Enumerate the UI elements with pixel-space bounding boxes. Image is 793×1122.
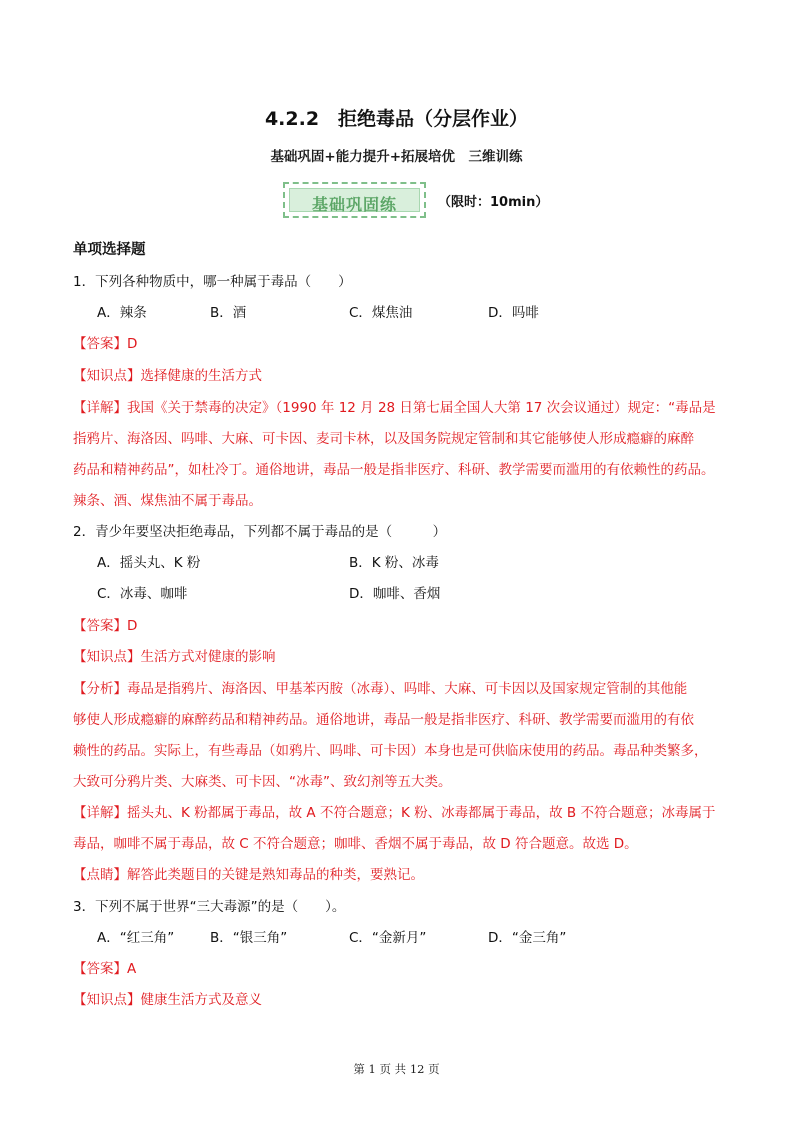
q2-knowledge: 【知识点】生活方式对健康的影响 <box>73 649 276 665</box>
page-subtitle: 基础巩固+能力提升+拓展培优 三维训练 <box>270 149 523 165</box>
page-title: 4.2.2 拒绝毒品（分层作业） <box>264 108 529 130</box>
q1-answer: 【答案】D <box>73 336 138 352</box>
q2-option-b: B．K 粉、冰毒 <box>349 555 439 571</box>
q2-analysis-line: 赖性的药品。实际上，有些毒品（如鸦片、吗啡、可卡因）本身也是可供临床使用的药品。毒品种类繁多， <box>73 743 708 759</box>
q2-analysis-line: 够使人形成瘾癖的麻醉药品和精神药品。通俗地讲，毒品一般是指非医疗、科研、教学需要而滥用的有依 <box>73 712 694 728</box>
section-badge-label: 基础巩固练 <box>311 195 397 214</box>
q1-detail-line: 药品和精神药品”，如杜冷丁。通俗地讲，毒品一般是指非医疗、科研、教学需要而滥用的有依赖性的药品。 <box>73 462 715 478</box>
q2-answer: 【答案】D <box>73 618 138 634</box>
q1-option-c: C．煤焦油 <box>349 305 413 321</box>
q3-knowledge: 【知识点】健康生活方式及意义 <box>73 992 262 1008</box>
q3-option-b: B．“银三角” <box>210 930 288 946</box>
section-title: 单项选择题 <box>73 242 146 258</box>
q2-option-d: D．咖啡、香烟 <box>349 586 441 602</box>
page-footer: 第 1 页 共 12 页 <box>353 1062 440 1076</box>
question-3-stem: 3．下列不属于世界“三大毒源”的是（ ）。 <box>73 899 346 915</box>
q1-detail-line: 辣条、酒、煤焦油不属于毒品。 <box>73 493 262 509</box>
q1-option-b: B．酒 <box>210 305 247 321</box>
q3-answer: 【答案】A <box>73 961 137 977</box>
q1-option-a: A．辣条 <box>97 305 147 321</box>
q2-comment: 【点睛】解答此类题目的关键是熟知毒品的种类，要熟记。 <box>73 867 424 883</box>
question-1-stem: 1．下列各种物质中，哪一种属于毒品（ ） <box>73 274 352 290</box>
q3-option-c: C．“金新月” <box>349 930 427 946</box>
q2-option-a: A．摇头丸、K 粉 <box>97 555 201 571</box>
q1-knowledge: 【知识点】选择健康的生活方式 <box>73 368 262 384</box>
q1-detail-line: 指鸦片、海洛因、吗啡、大麻、可卡因、麦司卡林，以及国务院规定管制和其它能够使人形成瘾癖的麻醉 <box>73 431 694 447</box>
section-badge <box>283 182 426 218</box>
time-limit: （限时：10min） <box>438 195 549 210</box>
q3-option-d: D．“金三角” <box>488 930 567 946</box>
q2-analysis-line: 【分析】毒品是指鸦片、海洛因、甲基苯丙胺（冰毒）、吗啡、大麻、可卡因以及国家规定管制的其他能 <box>73 681 688 697</box>
q1-option-d: D．吗啡 <box>488 305 539 321</box>
q2-analysis-line: 大致可分鸦片类、大麻类、可卡因、“冰毒”、致幻剂等五大类。 <box>73 774 452 790</box>
q2-detail-line: 【详解】摇头丸、K 粉都属于毒品，故 A 不符合题意；K 粉、冰毒都属于毒品，故 B 不符合题意；冰毒属于 <box>73 805 716 821</box>
q2-option-c: C．冰毒、咖啡 <box>97 586 188 602</box>
q2-detail-line: 毒品，咖啡不属于毒品，故 C 不符合题意；咖啡、香烟不属于毒品，故 D 符合题意。故选 D。 <box>73 836 638 852</box>
question-2-stem: 2．青少年要坚决拒绝毒品，下列都不属于毒品的是（ ） <box>73 524 447 540</box>
q1-detail-line: 【详解】我国《关于禁毒的决定》（1990 年 12 月 28 日第七届全国人大第 17 次会议通过）规定：“毒品是 <box>73 400 716 416</box>
q3-option-a: A．“红三角” <box>97 930 175 946</box>
